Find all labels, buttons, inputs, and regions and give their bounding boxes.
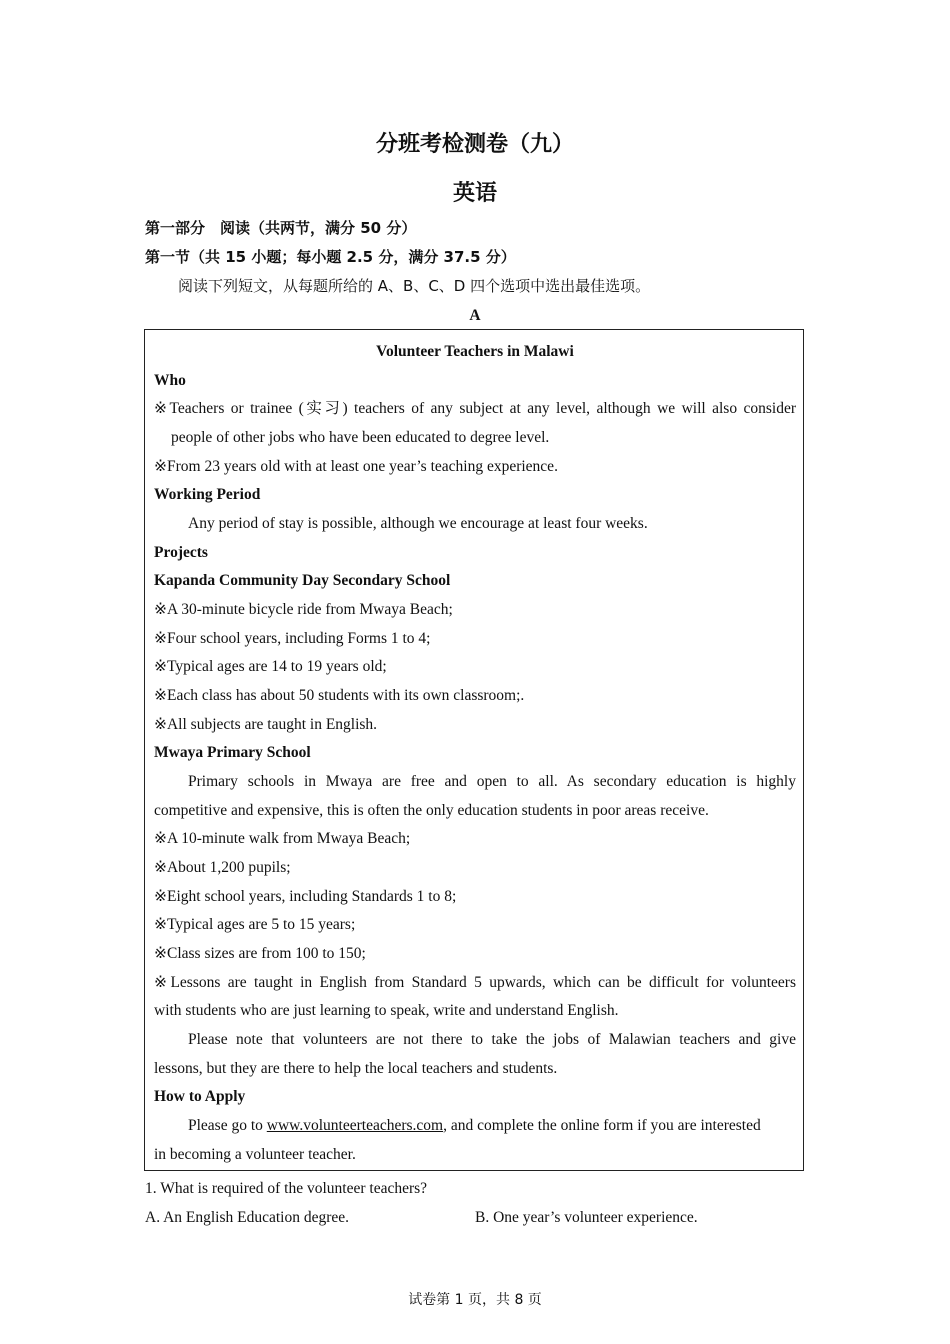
note-a: Please note that volunteers are not there to take the jobs of Malawian teachers and give — [188, 1031, 796, 1048]
instruction-text: 阅读下列短文，从每题所给的 A、B、C、D 四个选项中选出最佳选项。 — [178, 277, 651, 295]
passage-label: A — [469, 307, 481, 324]
who-item-1b: people of other jobs who have been educated to degree level. — [171, 429, 550, 446]
mwaya-item-3: ※Eight school years, including Standards 1 to 8; — [154, 888, 457, 905]
who-heading: Who — [154, 372, 186, 389]
mwaya-item-2: ※About 1,200 pupils; — [154, 859, 291, 876]
apply-pre: Please go to — [188, 1117, 267, 1134]
kapanda-item-3: ※Typical ages are 14 to 19 years old; — [154, 658, 387, 675]
subject-title: 英语 — [452, 181, 497, 206]
period-heading: Working Period — [154, 486, 261, 503]
kapanda-item-4: ※Each class has about 50 students with its own classroom;. — [154, 687, 525, 704]
kapanda-item-5: ※All subjects are taught in English. — [154, 716, 378, 733]
apply-post: , and complete the online form if you are interested — [443, 1117, 761, 1134]
kapanda-item-2: ※Four school years, including Forms 1 to 4; — [154, 630, 431, 647]
mwaya-item-6b: with students who are just learning to speak, write and understand English. — [154, 1002, 619, 1019]
exam-title: 分班考检测卷（九） — [375, 132, 574, 157]
passage-box — [144, 329, 804, 1171]
part-heading: 第一部分 阅读（共两节，满分 50 分） — [145, 219, 417, 237]
page-footer: 试卷第 1 页，共 8 页 — [408, 1292, 542, 1308]
mwaya-heading: Mwaya Primary School — [154, 744, 311, 761]
apply-heading: How to Apply — [154, 1088, 246, 1105]
mwaya-intro-a: Primary schools in Mwaya are free and open to all. As secondary education is highly — [188, 773, 796, 790]
period-text: Any period of stay is possible, although we encourage at least four weeks. — [188, 515, 648, 532]
apply-line-a — [188, 1116, 830, 1136]
apply-line-b: in becoming a volunteer teacher. — [154, 1146, 356, 1163]
section-heading: 第一节（共 15 小题；每小题 2.5 分，满分 37.5 分） — [145, 248, 516, 266]
mwaya-item-1: ※A 10-minute walk from Mwaya Beach; — [154, 830, 411, 847]
mwaya-item-4: ※Typical ages are 5 to 15 years; — [154, 916, 356, 933]
who-item-1a: ※Teachers or trainee (实习) teachers of any subject at any level, although we will also consider — [154, 400, 796, 417]
apply-link[interactable]: www.volunteerteachers.com — [266, 1117, 444, 1134]
question-1-option-b: B. One year’s volunteer experience. — [475, 1209, 698, 1226]
mwaya-intro-b: competitive and expensive, this is often the only education students in poor areas receive. — [154, 802, 709, 819]
kapanda-heading: Kapanda Community Day Secondary School — [154, 572, 451, 589]
mwaya-item-5: ※Class sizes are from 100 to 150; — [154, 945, 366, 962]
question-1-stem: 1. What is required of the volunteer teachers? — [145, 1180, 428, 1197]
note-b: lessons, but they are there to help the local teachers and students. — [154, 1060, 558, 1077]
mwaya-item-6a: ※Lessons are taught in English from Standard 5 upwards, which can be difficult for volunteers — [154, 974, 796, 991]
projects-heading: Projects — [154, 544, 208, 561]
who-item-2: ※From 23 years old with at least one year’s teaching experience. — [154, 458, 558, 475]
question-1-option-a: A. An English Education degree. — [145, 1209, 350, 1226]
passage-heading: Volunteer Teachers in Malawi — [376, 343, 574, 360]
kapanda-item-1: ※A 30-minute bicycle ride from Mwaya Beach; — [154, 601, 453, 618]
